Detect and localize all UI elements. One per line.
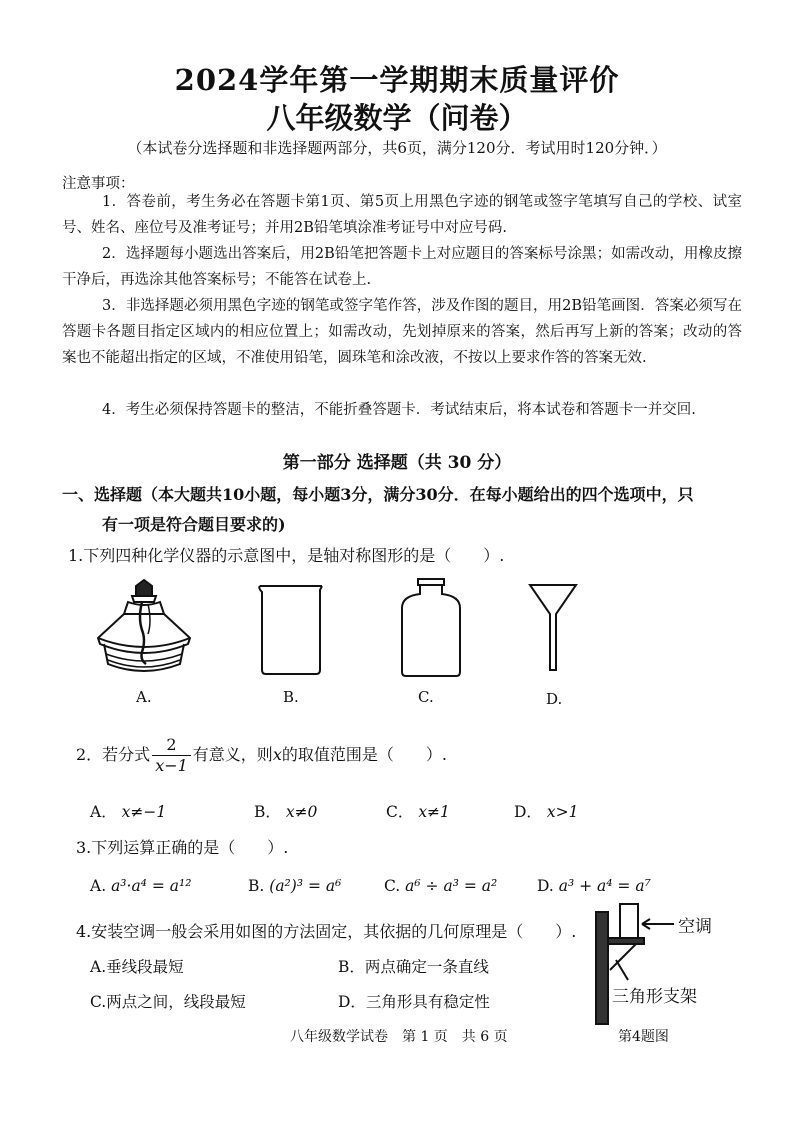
exam-subject-title: 八年级数学（问卷）: [266, 101, 528, 135]
note-item: 2．选择题每小题选出答案后，用2B铅笔把答题卡上对应题目的答案标号涂黑；如需改动，用橡皮擦干净后，再选涂其他答案标号；不能答在试卷上.: [62, 246, 742, 288]
exam-info: （本试卷分选择题和非选择题两部分，共6页，满分120分．考试用时120分钟．）: [127, 139, 667, 157]
part-title: 第一部分 选择题（共 30 分）: [282, 453, 512, 473]
q2-stem-prefix: 2．若分式: [76, 745, 151, 764]
q2-option-b-expr: x≠0: [285, 803, 318, 821]
q2-fraction-numerator: 2: [152, 735, 191, 756]
q2-option-c-expr: x≠1: [418, 803, 450, 821]
q3-option-a-expr: a³·a⁴ = a¹²: [111, 877, 192, 895]
page-footer: 八年级数学试卷 第 1 页 共 6 页: [290, 1029, 508, 1045]
question-2-stem: [76, 735, 447, 776]
q3-option-c-expr: a⁶ ÷ a³ = a²: [405, 877, 498, 895]
note-item: 3．非选择题必须用黑色字迹的钢笔或签字笔作答，涉及作图的题目，用2B铅笔画图．答案必须写在答题卡各题目指定区域内的相应位置上；如需改动，先划掉原来的答案，然后再写上新的答案；改动的答案也不能超出指定的区域，不准使用铅笔，圆珠笔和涂改液，不按以上要求作答的答案无效.: [62, 298, 742, 366]
q2-option-d: [514, 800, 578, 822]
question-1-stem: 1.下列四种化学仪器的示意图中，是轴对称图形的是（ ）.: [68, 546, 505, 565]
q3-option-b-expr: (a²)³ = a⁶: [269, 877, 342, 895]
note-item: 1．答卷前，考生务必在答题卡第1页、第5页上用黑色字迹的钢笔或签字笔填写自己的学校、试室号、姓名、座位号及准考证号；并用2B铅笔填涂准考证号中对应号码.: [62, 194, 742, 236]
question-3-stem: 3.下列运算正确的是（ ）.: [76, 838, 289, 857]
q2-option-c-label: C．: [386, 803, 414, 821]
q1-option-c-label: C.: [418, 688, 434, 706]
q3-option-d: [537, 877, 651, 895]
q3-option-b: [248, 877, 341, 895]
figure-label-ac: 空调: [678, 917, 712, 937]
funnel-figure: [528, 582, 578, 674]
figure-caption: 第4题图: [618, 1029, 669, 1045]
q3-option-c: [384, 877, 497, 895]
q2-option-b: [254, 800, 317, 822]
section-line-1: 一、选择题（本大题共10小题，每小题3分，满分30分．在每小题给出的四个选项中，只: [62, 485, 694, 504]
note-item: 4．考生必须保持答题卡的整洁，不能折叠答题卡．考试结束后，将本试卷和答题卡一并交回.: [102, 402, 696, 418]
q3-option-c-label: C.: [384, 877, 401, 895]
q2-option-c: [386, 800, 450, 822]
question-4-stem: 4.安装空调一般会采用如图的方法固定，其依据的几何原理是（ ）.: [76, 922, 577, 941]
beaker-figure: [256, 582, 326, 678]
q2-fraction-denominator: x−1: [155, 756, 188, 775]
exam-title: 2024学年第一学期期末质量评价: [174, 63, 620, 97]
q2-option-a-expr: x≠−1: [121, 803, 167, 821]
section-line-2: 有一项是符合题目要求的): [102, 515, 286, 534]
reagent-bottle-figure: [398, 576, 464, 680]
q1-option-a-label: A.: [136, 688, 152, 706]
q2-option-a-label: A．: [90, 803, 117, 821]
q3-option-d-expr: a³ + a⁴ = a⁷: [558, 877, 651, 895]
q2-option-d-label: D．: [514, 803, 542, 821]
q4-option-c: C.两点之间，线段最短: [90, 993, 246, 1011]
alcohol-lamp-figure: [94, 578, 194, 680]
q2-option-d-expr: x>1: [546, 803, 579, 821]
figure-label-bracket: 三角形支架: [612, 987, 697, 1007]
notes-heading: 注意事项：: [62, 176, 135, 192]
q2-stem-middle: 有意义，则: [192, 745, 273, 764]
q1-option-d-label: D.: [546, 690, 563, 708]
q4-option-d: D．三角形具有稳定性: [338, 993, 490, 1011]
q4-option-a: A.垂线段最短: [90, 958, 184, 976]
q2-variable: x: [272, 745, 282, 764]
q1-option-b-label: B.: [283, 688, 299, 706]
q4-option-b: B．两点确定一条直线: [338, 958, 489, 976]
q3-option-d-label: D.: [537, 877, 554, 895]
q3-option-b-label: B.: [248, 877, 265, 895]
q2-stem-suffix: 的取值范围是（ ）.: [281, 745, 447, 764]
q3-option-a-label: A.: [90, 877, 107, 895]
q3-option-a: [90, 877, 191, 895]
q2-fraction: [152, 735, 191, 776]
section-instructions: [62, 480, 752, 540]
q2-option-b-label: B．: [254, 803, 281, 821]
q2-option-a: [90, 800, 166, 822]
